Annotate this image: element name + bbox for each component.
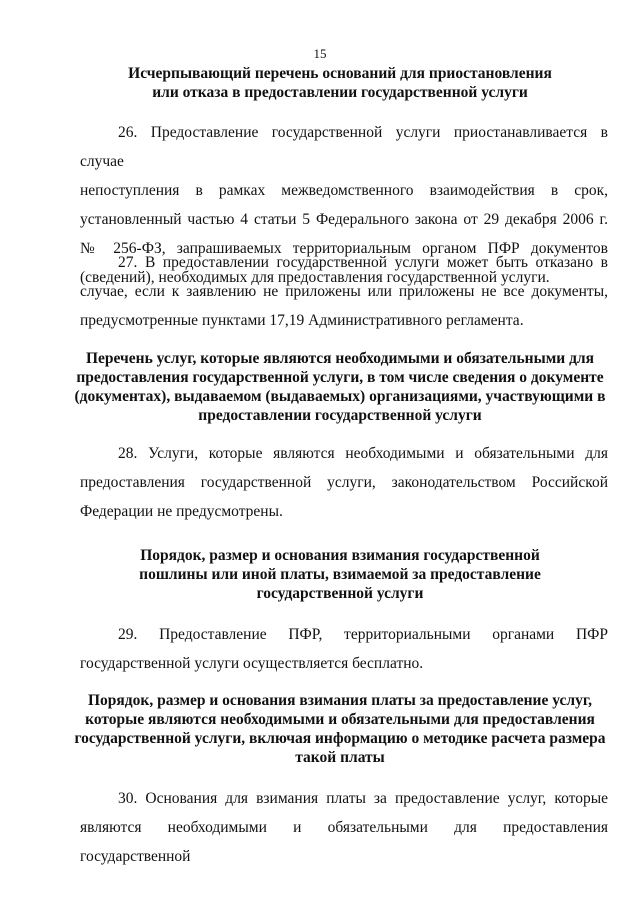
paragraph-line: 27. В предоставлении государственной услуги может быть отказано в <box>118 254 608 271</box>
page-number: 15 <box>313 46 327 61</box>
heading-line: Исчерпывающий перечень оснований для приостановления <box>128 65 552 82</box>
paragraph-line: 29. Предоставление ПФР, территориальными органами ПФР <box>118 626 608 643</box>
heading-required-services <box>60 349 620 425</box>
heading-line: предоставления государственной услуги, в том числе сведения о документе <box>76 369 604 386</box>
heading-grounds-for-suspension <box>60 64 620 102</box>
paragraph-line: являются необходимыми и обязательными для предоставления государственной <box>80 819 608 865</box>
paragraph-line: Федерации не предусмотрены. <box>80 503 283 520</box>
paragraph-line: непоступления в рамках межведомственного взаимодействия в срок, <box>80 182 608 199</box>
paragraph-line: 30. Основания для взимания платы за предоставление услуг, которые <box>118 790 608 807</box>
heading-line: (документах), выдаваемом (выдаваемых) организациями, участвующими в <box>74 388 606 405</box>
paragraph-line: 26. Предоставление государственной услуги приостанавливается в случае <box>80 124 608 170</box>
paragraph-line: предусмотренные пунктами 17,19 Административного регламента. <box>80 312 524 329</box>
paragraph-line: 28. Услуги, которые являются необходимыми и обязательными для <box>118 445 608 462</box>
heading-line: которые являются необходимыми и обязательными для предоставления <box>85 711 595 728</box>
heading-line: Порядок, размер и основания взимания платы за предоставление услуг, <box>87 692 592 709</box>
heading-line: государственной услуги <box>256 585 424 602</box>
heading-line: или отказа в предоставлении государственной услуги <box>152 84 528 101</box>
paragraph-line: предоставления государственной услуги, законодательством Российской <box>80 474 608 491</box>
heading-payment-for-services <box>60 691 620 767</box>
paragraph-28 <box>80 439 608 526</box>
heading-line: государственной услуги, включая информацию о методике расчета размера <box>74 730 606 747</box>
paragraph-line: государственной услуги осуществляется бесплатно. <box>80 655 424 672</box>
heading-line: Порядок, размер и основания взимания государственной <box>140 547 540 564</box>
paragraph-line: установленный частью 4 статьи 5 Федерального закона от 29 декабря 2006 г. <box>80 211 608 228</box>
heading-line: пошлины или иной платы, взимаемой за предоставление <box>139 566 541 583</box>
paragraph-line: (сведений), необходимых для предоставления государственной услуги. <box>80 269 550 286</box>
heading-line: такой платы <box>295 749 385 766</box>
paragraph-27 <box>80 248 608 335</box>
heading-state-fee <box>60 546 620 603</box>
paragraph-line: № 256-ФЗ, запрашиваемых территориальным органом ПФР документов <box>80 240 608 257</box>
paragraph-line: случае, если к заявлению не приложены или приложены не все документы, <box>80 283 608 300</box>
heading-line: предоставлении государственной услуги <box>198 407 482 424</box>
paragraph-30 <box>80 784 608 871</box>
paragraph-29 <box>80 620 608 678</box>
heading-line: Перечень услуг, которые являются необходимыми и обязательными для <box>85 350 594 367</box>
